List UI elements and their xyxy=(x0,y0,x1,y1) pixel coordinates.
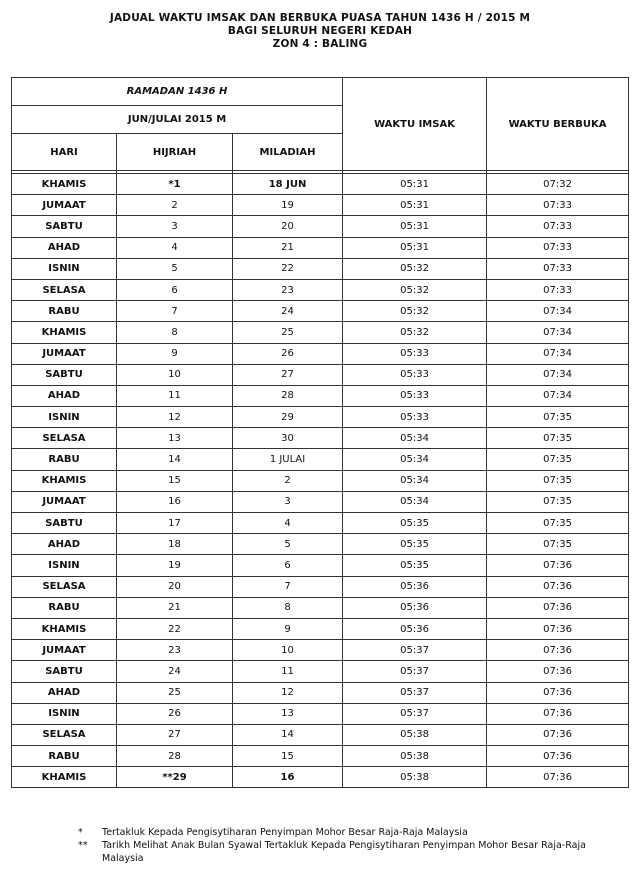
cell-hijriah: 20 xyxy=(117,576,233,597)
cell-hari: RABU xyxy=(12,301,117,322)
cell-hari: SELASA xyxy=(12,724,117,745)
cell-imsak: 05:34 xyxy=(343,491,487,512)
cell-imsak: 05:37 xyxy=(343,640,487,661)
cell-berbuka: 07:36 xyxy=(487,703,629,724)
cell-hari: SELASA xyxy=(12,576,117,597)
cell-hijriah: 3 xyxy=(117,216,233,237)
cell-hijriah: 17 xyxy=(117,513,233,534)
cell-hari: ISNIN xyxy=(12,258,117,279)
cell-hijriah: 12 xyxy=(117,407,233,428)
title-line-2: BAGI SELURUH NEGERI KEDAH xyxy=(227,25,413,37)
table-header xyxy=(12,78,629,174)
cell-berbuka: 07:36 xyxy=(487,597,629,618)
table-row xyxy=(12,513,629,534)
month-header: JUN/JULAI 2015 M xyxy=(12,106,343,134)
cell-hari: KHAMIS xyxy=(12,767,117,788)
cell-miladiah: 21 xyxy=(233,237,343,258)
cell-hijriah: 19 xyxy=(117,555,233,576)
cell-miladiah: 22 xyxy=(233,258,343,279)
cell-imsak: 05:35 xyxy=(343,513,487,534)
cell-hijriah: 13 xyxy=(117,428,233,449)
cell-imsak: 05:38 xyxy=(343,767,487,788)
cell-miladiah: 27 xyxy=(233,364,343,385)
cell-miladiah: 23 xyxy=(233,279,343,300)
cell-berbuka: 07:35 xyxy=(487,449,629,470)
cell-berbuka: 07:34 xyxy=(487,364,629,385)
cell-imsak: 05:33 xyxy=(343,385,487,406)
table-row xyxy=(12,640,629,661)
column-header-hari: HARI xyxy=(12,134,117,171)
cell-berbuka: 07:34 xyxy=(487,322,629,343)
cell-hari: SABTU xyxy=(12,216,117,237)
cell-hijriah: 5 xyxy=(117,258,233,279)
cell-imsak: 05:34 xyxy=(343,428,487,449)
cell-berbuka: 07:35 xyxy=(487,491,629,512)
table-row xyxy=(12,216,629,237)
cell-hari: KHAMIS xyxy=(12,174,117,195)
cell-imsak: 05:32 xyxy=(343,279,487,300)
cell-hijriah: 15 xyxy=(117,470,233,491)
cell-hari: SELASA xyxy=(12,428,117,449)
cell-miladiah: 18 JUN xyxy=(233,174,343,195)
ramadan-header: RAMADAN 1436 H xyxy=(12,78,343,106)
cell-berbuka: 07:33 xyxy=(487,237,629,258)
cell-imsak: 05:33 xyxy=(343,364,487,385)
cell-hari: ISNIN xyxy=(12,555,117,576)
table-row xyxy=(12,449,629,470)
cell-hijriah: 2 xyxy=(117,195,233,216)
column-header-hijriah: HIJRIAH xyxy=(117,134,233,171)
cell-imsak: 05:33 xyxy=(343,343,487,364)
cell-hijriah: 10 xyxy=(117,364,233,385)
cell-berbuka: 07:33 xyxy=(487,216,629,237)
table-row xyxy=(12,470,629,491)
cell-miladiah: 14 xyxy=(233,724,343,745)
cell-miladiah: 20 xyxy=(233,216,343,237)
cell-hijriah: 22 xyxy=(117,618,233,639)
cell-hijriah: 7 xyxy=(117,301,233,322)
cell-miladiah: 4 xyxy=(233,513,343,534)
footnote-1 xyxy=(78,826,598,839)
cell-berbuka: 07:36 xyxy=(487,618,629,639)
footnote-text: Tertakluk Kepada Pengisytiharan Penyimpan Mohor Besar Raja-Raja Malaysia xyxy=(102,827,468,838)
cell-hari: ISNIN xyxy=(12,407,117,428)
column-header-miladiah: MILADIAH xyxy=(233,134,343,171)
cell-imsak: 05:32 xyxy=(343,322,487,343)
table-row xyxy=(12,195,629,216)
cell-miladiah: 7 xyxy=(233,576,343,597)
footnote-marker: * xyxy=(78,827,83,838)
cell-miladiah: 25 xyxy=(233,322,343,343)
footnote-text: Tarikh Melihat Anak Bulan Syawal Tertakluk Kepada Pengisytiharan Penyimpan Mohor Besar Raja-Raja Malaysia xyxy=(102,840,586,864)
cell-berbuka: 07:35 xyxy=(487,407,629,428)
table-row xyxy=(12,407,629,428)
cell-miladiah: 2 xyxy=(233,470,343,491)
footnotes xyxy=(78,826,598,865)
cell-miladiah: 26 xyxy=(233,343,343,364)
cell-imsak: 05:36 xyxy=(343,576,487,597)
cell-miladiah: 8 xyxy=(233,597,343,618)
table-row xyxy=(12,682,629,703)
cell-hari: AHAD xyxy=(12,534,117,555)
cell-hari: AHAD xyxy=(12,385,117,406)
cell-miladiah: 24 xyxy=(233,301,343,322)
cell-berbuka: 07:33 xyxy=(487,258,629,279)
cell-hari: RABU xyxy=(12,746,117,767)
document-title xyxy=(0,12,640,51)
title-line-3: ZON 4 : BALING xyxy=(272,38,368,50)
cell-hijriah: *1 xyxy=(117,174,233,195)
cell-berbuka: 07:36 xyxy=(487,767,629,788)
cell-hari: ISNIN xyxy=(12,703,117,724)
cell-imsak: 05:34 xyxy=(343,470,487,491)
cell-hijriah: 25 xyxy=(117,682,233,703)
cell-berbuka: 07:36 xyxy=(487,724,629,745)
cell-hijriah: 6 xyxy=(117,279,233,300)
table-row xyxy=(12,767,629,788)
cell-miladiah: 6 xyxy=(233,555,343,576)
footnote-2 xyxy=(78,839,598,865)
cell-hijriah: 4 xyxy=(117,237,233,258)
cell-imsak: 05:33 xyxy=(343,407,487,428)
cell-miladiah: 11 xyxy=(233,661,343,682)
cell-imsak: 05:35 xyxy=(343,534,487,555)
cell-hijriah: 26 xyxy=(117,703,233,724)
cell-hijriah: 11 xyxy=(117,385,233,406)
cell-imsak: 05:31 xyxy=(343,216,487,237)
table-row xyxy=(12,322,629,343)
cell-miladiah: 30 xyxy=(233,428,343,449)
cell-hijriah: 9 xyxy=(117,343,233,364)
cell-imsak: 05:32 xyxy=(343,301,487,322)
table-row xyxy=(12,279,629,300)
cell-imsak: 05:36 xyxy=(343,618,487,639)
cell-imsak: 05:35 xyxy=(343,555,487,576)
cell-berbuka: 07:36 xyxy=(487,661,629,682)
cell-hijriah: 27 xyxy=(117,724,233,745)
cell-miladiah: 29 xyxy=(233,407,343,428)
cell-miladiah: 5 xyxy=(233,534,343,555)
cell-hari: JUMAAT xyxy=(12,195,117,216)
cell-imsak: 05:31 xyxy=(343,195,487,216)
cell-miladiah: 19 xyxy=(233,195,343,216)
cell-hari: SABTU xyxy=(12,661,117,682)
cell-hijriah: 8 xyxy=(117,322,233,343)
cell-miladiah: 16 xyxy=(233,767,343,788)
schedule-table xyxy=(11,77,629,788)
cell-hari: KHAMIS xyxy=(12,322,117,343)
cell-miladiah: 15 xyxy=(233,746,343,767)
cell-hari: AHAD xyxy=(12,237,117,258)
table-row xyxy=(12,724,629,745)
cell-hari: AHAD xyxy=(12,682,117,703)
cell-berbuka: 07:33 xyxy=(487,195,629,216)
cell-miladiah: 12 xyxy=(233,682,343,703)
cell-hari: SABTU xyxy=(12,513,117,534)
cell-miladiah: 9 xyxy=(233,618,343,639)
cell-berbuka: 07:32 xyxy=(487,174,629,195)
cell-berbuka: 07:34 xyxy=(487,343,629,364)
cell-berbuka: 07:36 xyxy=(487,682,629,703)
cell-hari: KHAMIS xyxy=(12,470,117,491)
cell-miladiah: 10 xyxy=(233,640,343,661)
column-header-berbuka: WAKTU BERBUKA xyxy=(487,78,629,171)
cell-imsak: 05:31 xyxy=(343,237,487,258)
cell-imsak: 05:36 xyxy=(343,597,487,618)
table-row xyxy=(12,618,629,639)
cell-miladiah: 28 xyxy=(233,385,343,406)
title-line-1: JADUAL WAKTU IMSAK DAN BERBUKA PUASA TAHUN 1436 H / 2015 M xyxy=(109,12,531,24)
table-row xyxy=(12,597,629,618)
cell-miladiah: 1 JULAI xyxy=(233,449,343,470)
table-row xyxy=(12,301,629,322)
cell-imsak: 05:38 xyxy=(343,746,487,767)
cell-hari: SELASA xyxy=(12,279,117,300)
cell-hijriah: 18 xyxy=(117,534,233,555)
cell-hijriah: 28 xyxy=(117,746,233,767)
cell-hari: RABU xyxy=(12,597,117,618)
cell-miladiah: 13 xyxy=(233,703,343,724)
cell-berbuka: 07:35 xyxy=(487,428,629,449)
cell-berbuka: 07:34 xyxy=(487,385,629,406)
cell-berbuka: 07:36 xyxy=(487,640,629,661)
table-row xyxy=(12,534,629,555)
table-body xyxy=(12,174,629,788)
table-row xyxy=(12,258,629,279)
column-header-imsak: WAKTU IMSAK xyxy=(343,78,487,171)
cell-imsak: 05:32 xyxy=(343,258,487,279)
table-row xyxy=(12,385,629,406)
table-row xyxy=(12,576,629,597)
cell-imsak: 05:31 xyxy=(343,174,487,195)
table-row xyxy=(12,428,629,449)
cell-hijriah: 14 xyxy=(117,449,233,470)
cell-imsak: 05:38 xyxy=(343,724,487,745)
table-row xyxy=(12,364,629,385)
table-row xyxy=(12,491,629,512)
cell-hijriah: 21 xyxy=(117,597,233,618)
cell-berbuka: 07:36 xyxy=(487,746,629,767)
cell-berbuka: 07:34 xyxy=(487,301,629,322)
table-row xyxy=(12,237,629,258)
table-row xyxy=(12,174,629,195)
cell-berbuka: 07:35 xyxy=(487,513,629,534)
table-row xyxy=(12,343,629,364)
table-row xyxy=(12,703,629,724)
cell-berbuka: 07:35 xyxy=(487,470,629,491)
cell-hari: SABTU xyxy=(12,364,117,385)
cell-imsak: 05:37 xyxy=(343,703,487,724)
table-row xyxy=(12,555,629,576)
cell-hari: JUMAAT xyxy=(12,640,117,661)
cell-berbuka: 07:35 xyxy=(487,534,629,555)
table-row xyxy=(12,746,629,767)
table-row xyxy=(12,661,629,682)
cell-berbuka: 07:33 xyxy=(487,279,629,300)
cell-hari: RABU xyxy=(12,449,117,470)
cell-hijriah: 16 xyxy=(117,491,233,512)
cell-imsak: 05:37 xyxy=(343,661,487,682)
cell-hari: JUMAAT xyxy=(12,491,117,512)
cell-hari: JUMAAT xyxy=(12,343,117,364)
footnote-marker: ** xyxy=(78,840,88,851)
cell-miladiah: 3 xyxy=(233,491,343,512)
cell-hijriah: 23 xyxy=(117,640,233,661)
cell-imsak: 05:34 xyxy=(343,449,487,470)
cell-hijriah: **29 xyxy=(117,767,233,788)
cell-berbuka: 07:36 xyxy=(487,555,629,576)
cell-berbuka: 07:36 xyxy=(487,576,629,597)
cell-imsak: 05:37 xyxy=(343,682,487,703)
cell-hijriah: 24 xyxy=(117,661,233,682)
cell-hari: KHAMIS xyxy=(12,618,117,639)
